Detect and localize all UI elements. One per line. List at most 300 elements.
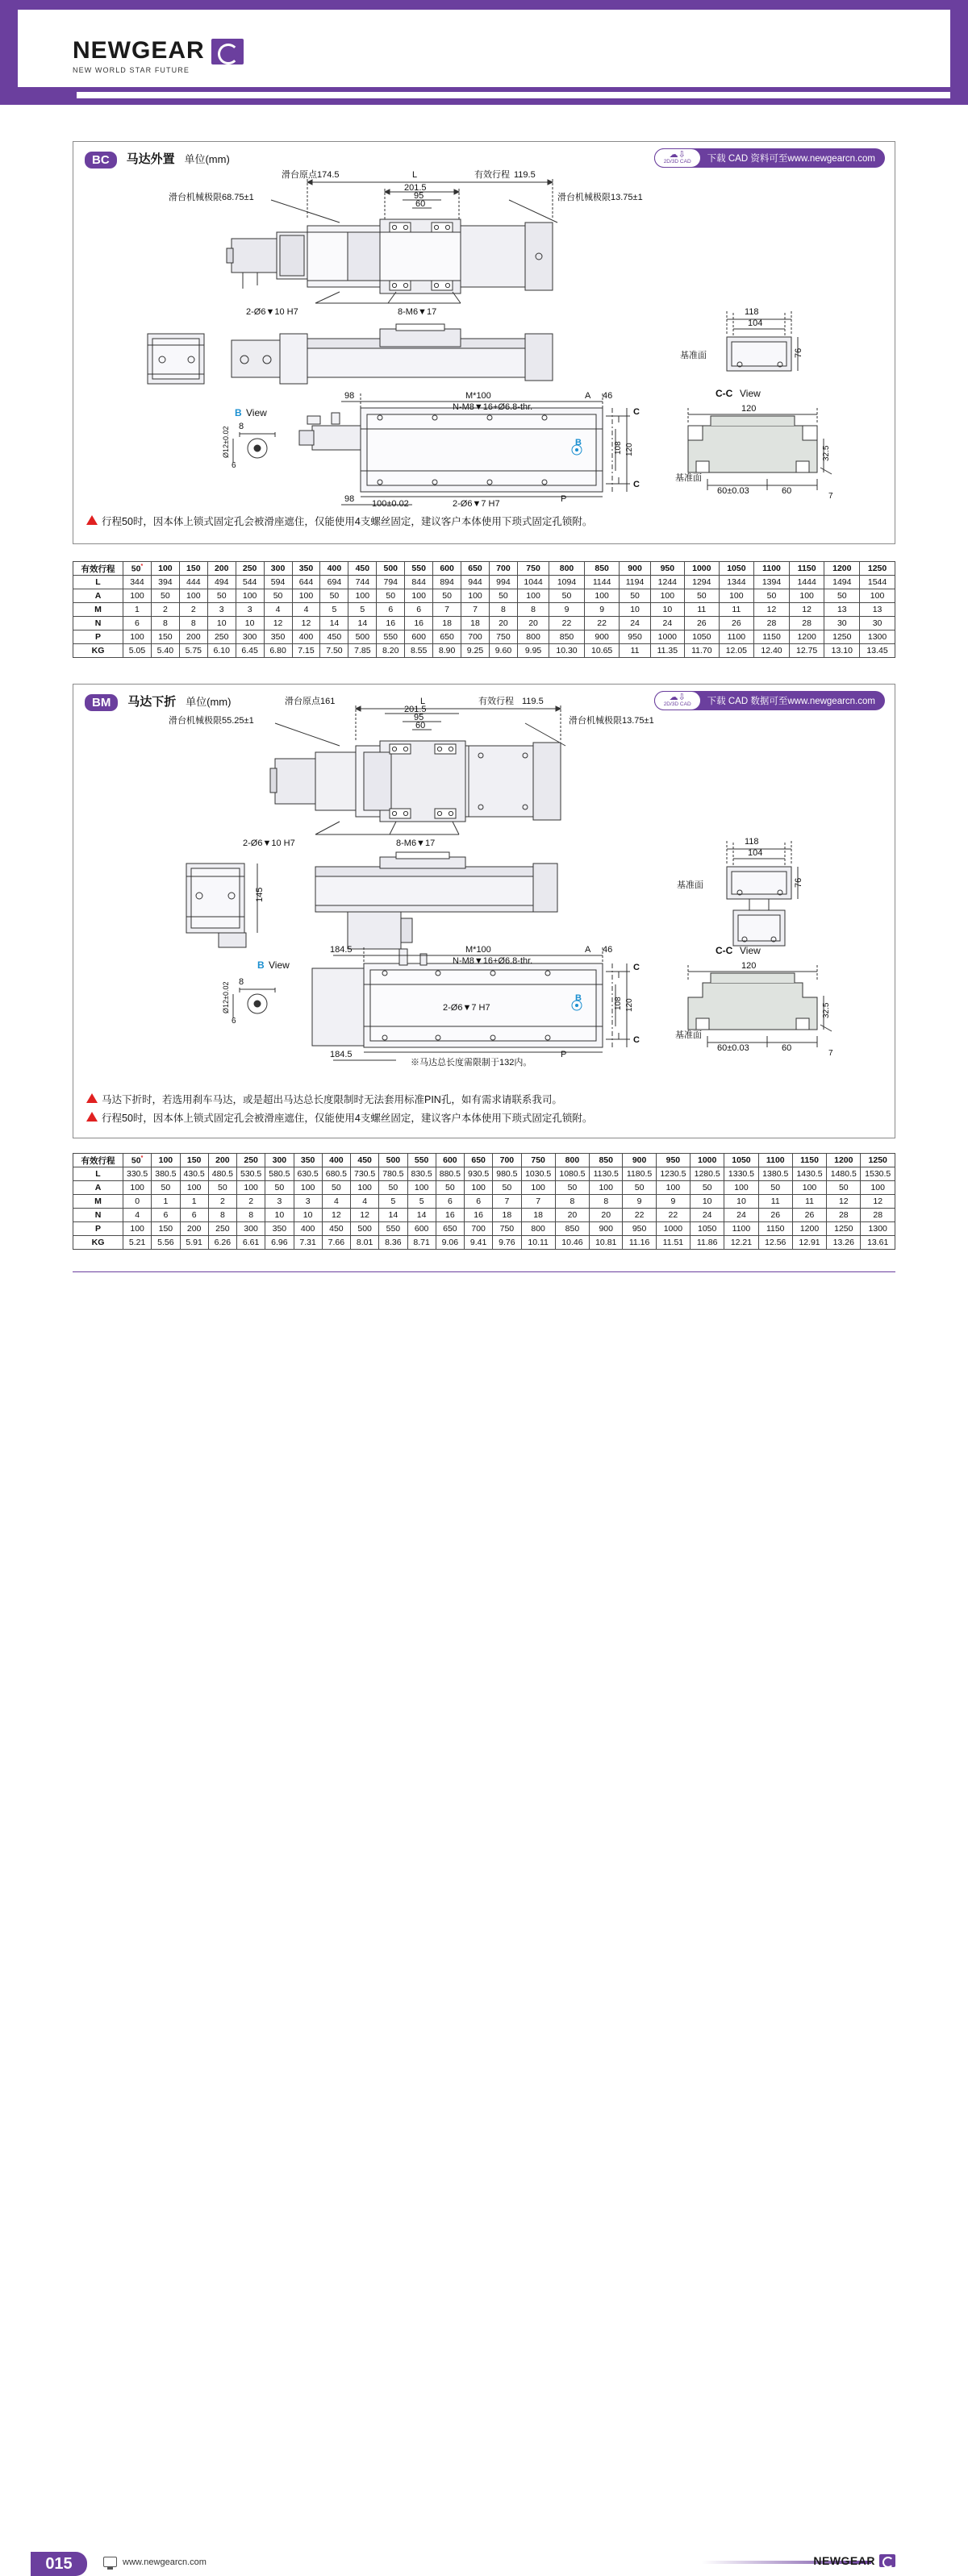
- table-cell: 11: [758, 1195, 792, 1209]
- table-row: [73, 617, 895, 630]
- dim-95-bm: 95: [414, 713, 424, 722]
- table-header-cell: 450: [351, 1154, 379, 1167]
- table-header-cell: 500: [379, 1154, 407, 1167]
- table-cell: 694: [320, 576, 348, 589]
- table-cell: 11: [685, 603, 719, 617]
- table-row-label: P: [73, 630, 123, 644]
- footer-brand-name: NEWGEAR: [813, 2554, 875, 2567]
- table-cell: 7.66: [322, 1236, 350, 1250]
- table-cell: 850: [549, 630, 585, 644]
- table-cell: 9: [549, 603, 585, 617]
- dim-118-bm: 118: [745, 837, 759, 847]
- table-header-cell: 400: [320, 562, 348, 576]
- page-footer: [0, 1274, 968, 2573]
- table-cell: 980.5: [493, 1167, 521, 1181]
- table-cell: 1130.5: [590, 1167, 623, 1181]
- table-cell: 9: [584, 603, 620, 617]
- newgear-c-mark-icon: [879, 2554, 895, 2567]
- table-cell: 1330.5: [724, 1167, 758, 1181]
- table-cell: 13.61: [861, 1236, 895, 1250]
- table-cell: 12: [789, 603, 824, 617]
- table-header-cell: 1200: [824, 562, 860, 576]
- table-cell: 100: [237, 1181, 265, 1195]
- table-cell: 8.90: [433, 644, 461, 658]
- table-row-label: A: [73, 1181, 123, 1195]
- table-cell: 100: [351, 1181, 379, 1195]
- table-cell: 1050: [685, 630, 719, 644]
- table-cell: 100: [789, 589, 824, 603]
- table-cell: 5.40: [151, 644, 179, 658]
- table-cell: 100: [292, 589, 320, 603]
- table-cell: 844: [405, 576, 433, 589]
- table-cell: 13.45: [860, 644, 895, 658]
- dim-8-bc: 8: [239, 422, 244, 431]
- table-cell: 544: [236, 576, 264, 589]
- table-cell: 14: [379, 1209, 407, 1222]
- dim-P-bc: P: [561, 494, 567, 504]
- table-cell: 5: [379, 1195, 407, 1209]
- cloud-download-icon: ☁⇩ 2D/3D CAD: [654, 148, 701, 168]
- table-header-cell: 1000: [685, 562, 719, 576]
- table-cell: 1044: [517, 576, 549, 589]
- table-cell: 550: [379, 1222, 407, 1236]
- table-header-cell: 500: [377, 562, 405, 576]
- table-cell: 100: [724, 1181, 758, 1195]
- table-cell: 8.01: [351, 1236, 379, 1250]
- table-cell: 5: [320, 603, 348, 617]
- header-accent-bar: [77, 92, 950, 98]
- table-cell: 2: [208, 1195, 236, 1209]
- table-row-label: KG: [73, 644, 123, 658]
- table-cell: 950: [620, 630, 650, 644]
- table-header-cell: 1150: [792, 1154, 826, 1167]
- section-bc-title: 马达外置: [126, 152, 175, 166]
- table-cell: 10: [724, 1195, 758, 1209]
- section-bc: [73, 141, 895, 544]
- table-header-cell: 1100: [758, 1154, 792, 1167]
- table-cell: 200: [179, 630, 207, 644]
- cad-download-bm-label: 下载 CAD 数据可至www.newgearcn.com: [707, 697, 875, 706]
- footer-website[interactable]: [103, 2557, 207, 2567]
- table-header-cell: 600: [436, 1154, 464, 1167]
- table-cell: 800: [521, 1222, 555, 1236]
- table-cell: 350: [264, 630, 292, 644]
- table-cell: 50: [754, 589, 790, 603]
- table-cell: 22: [549, 617, 585, 630]
- table-row: [73, 1195, 895, 1209]
- table-header-cell: 100: [151, 562, 179, 576]
- table-cell: 2: [237, 1195, 265, 1209]
- table-row-label: M: [73, 1195, 123, 1209]
- table-cell: 18: [433, 617, 461, 630]
- table-header-cell: 900: [623, 1154, 656, 1167]
- table-cell: 700: [461, 630, 490, 644]
- dim-limit-left-bc: 滑台机械极限68.75±1: [169, 193, 254, 202]
- dim-L-bm: L: [420, 697, 426, 706]
- table-cell: 1494: [824, 576, 860, 589]
- table-header-cell: 700: [489, 562, 517, 576]
- table-cell: 14: [320, 617, 348, 630]
- table-cell: 1444: [789, 576, 824, 589]
- table-cell: 6.10: [207, 644, 236, 658]
- table-cell: 6.96: [265, 1236, 294, 1250]
- table-cell: 6.80: [264, 644, 292, 658]
- table-cell: 10: [294, 1209, 322, 1222]
- table-cell: 50: [152, 1181, 180, 1195]
- note-bc-1: 行程50时，因本体上锁式固定孔会被滑座遮住，仅能使用4支螺丝固定，建议客户本体使用下琐式固定孔锁附。: [86, 514, 592, 528]
- spec-table-bc: [73, 561, 895, 658]
- page-header: [0, 0, 968, 105]
- table-cell: 950: [623, 1222, 656, 1236]
- table-row: [73, 1181, 895, 1195]
- table-cell: 6: [465, 1195, 493, 1209]
- table-cell: 100: [123, 1181, 152, 1195]
- table-cell: 12: [861, 1195, 895, 1209]
- table-cell: 100: [521, 1181, 555, 1195]
- table-cell: 350: [265, 1222, 294, 1236]
- table-cell: 400: [292, 630, 320, 644]
- table-cell: 50: [379, 1181, 407, 1195]
- section-bm: [73, 684, 895, 1138]
- dim-108-bc: 108: [614, 441, 623, 455]
- table-cell: 14: [407, 1209, 436, 1222]
- table-cell: 100: [860, 589, 895, 603]
- dim-7-bm: 7: [828, 1049, 833, 1058]
- table-cell: 16: [405, 617, 433, 630]
- table-cell: 50: [620, 589, 650, 603]
- table-cell: 250: [208, 1222, 236, 1236]
- dim-P-bm: P: [561, 1050, 567, 1059]
- brand-name: NEWGEAR: [73, 37, 205, 64]
- table-cell: 10: [620, 603, 650, 617]
- table-cell: 430.5: [180, 1167, 208, 1181]
- table-cell: 100: [719, 589, 754, 603]
- table-cell: 1: [152, 1195, 180, 1209]
- table-cell: 8: [489, 603, 517, 617]
- table-cell: 50: [265, 1181, 294, 1195]
- table-cell: 10.65: [584, 644, 620, 658]
- table-row: [73, 1236, 895, 1250]
- table-header-cell: 950: [650, 562, 684, 576]
- dim-145-bm: 145: [255, 887, 265, 902]
- table-cell: 50: [264, 589, 292, 603]
- table-cell: 3: [236, 603, 264, 617]
- table-cell: 8.71: [407, 1236, 436, 1250]
- table-cell: 900: [590, 1222, 623, 1236]
- table-cell: 900: [584, 630, 620, 644]
- dim-origin-bc: 滑台原点174.5: [282, 170, 340, 180]
- table-cell: 780.5: [379, 1167, 407, 1181]
- table-cell: 100: [517, 589, 549, 603]
- table-cell: 24: [724, 1209, 758, 1222]
- table-cell: 1250: [827, 1222, 861, 1236]
- table-cell: 1294: [685, 576, 719, 589]
- table-header-label: 有效行程: [73, 562, 123, 576]
- label-bview-text-bm: View: [269, 959, 290, 971]
- table-header-cell: 50*: [123, 1154, 152, 1167]
- table-header-cell: 800: [549, 562, 585, 576]
- table-cell: 12: [264, 617, 292, 630]
- dim-60-bm: 60: [415, 721, 426, 730]
- table-cell: 6: [123, 617, 152, 630]
- table-cell: 100: [461, 589, 490, 603]
- table-cell: 10.46: [555, 1236, 589, 1250]
- dim-325-bm: 32.5: [822, 1002, 831, 1018]
- table-cell: 12: [351, 1209, 379, 1222]
- label-ccview-text-bm: View: [740, 945, 761, 956]
- table-cell: 1544: [860, 576, 895, 589]
- section-bc-unit: 单位(mm): [184, 153, 230, 165]
- table-header-cell: 350: [294, 1154, 322, 1167]
- dim-95-bc: 95: [414, 191, 424, 201]
- table-cell: 600: [407, 1222, 436, 1236]
- table-cell: 12.91: [792, 1236, 826, 1250]
- table-header-cell: 200: [208, 1154, 236, 1167]
- table-header-cell: 900: [620, 562, 650, 576]
- table-cell: 1: [123, 603, 152, 617]
- table-cell: 26: [758, 1209, 792, 1222]
- table-cell: 13.26: [827, 1236, 861, 1250]
- dim-120-cc-bc: 120: [741, 404, 757, 414]
- table-cell: 12.56: [758, 1236, 792, 1250]
- label-ccview-bm: C-C: [716, 945, 733, 956]
- table-cell: 50: [320, 589, 348, 603]
- table-cell: 22: [623, 1209, 656, 1222]
- dim-104-bc: 104: [748, 318, 763, 328]
- table-cell: 9.41: [465, 1236, 493, 1250]
- table-cell: 50: [549, 589, 585, 603]
- table-header-label: 有效行程: [73, 1154, 123, 1167]
- table-cell: 8: [179, 617, 207, 630]
- table-cell: 100: [650, 589, 684, 603]
- table-cell: 100: [861, 1181, 895, 1195]
- dim-76-bc: 76: [794, 347, 803, 358]
- table-row: [73, 1154, 895, 1167]
- table-cell: 1280.5: [691, 1167, 724, 1181]
- table-cell: 20: [489, 617, 517, 630]
- table-cell: 100: [656, 1181, 690, 1195]
- table-row-label: M: [73, 603, 123, 617]
- table-cell: 4: [292, 603, 320, 617]
- table-header-cell: 800: [555, 1154, 589, 1167]
- table-cell: 944: [461, 576, 490, 589]
- table-cell: 1100: [724, 1222, 758, 1236]
- table-header-cell: 250: [236, 562, 264, 576]
- table-row-label: KG: [73, 1236, 123, 1250]
- table-row-label: L: [73, 1167, 123, 1181]
- table-cell: 12: [827, 1195, 861, 1209]
- table-cell: 7.31: [294, 1236, 322, 1250]
- table-cell: 100: [123, 630, 152, 644]
- table-cell: 400: [294, 1222, 322, 1236]
- datum-bc-1: 基准面: [680, 351, 707, 360]
- table-header-cell: 550: [407, 1154, 436, 1167]
- table-cell: 16: [436, 1209, 464, 1222]
- dim-2015-bm: 201.5: [404, 705, 427, 714]
- table-cell: 6: [180, 1209, 208, 1222]
- table-cell: 494: [207, 576, 236, 589]
- dim-98-top-bc: 98: [344, 391, 355, 401]
- table-cell: 50: [436, 1181, 464, 1195]
- table-cell: 28: [861, 1209, 895, 1222]
- table-cell: 50: [151, 589, 179, 603]
- table-header-cell: 650: [465, 1154, 493, 1167]
- label-bview-text-bc: View: [246, 407, 267, 418]
- table-row: [73, 589, 895, 603]
- table-cell: 1100: [719, 630, 754, 644]
- table-header-cell: 250: [237, 1154, 265, 1167]
- dim-hole1-bm: 2-Ø6▼10 H7: [243, 839, 295, 848]
- table-header-cell: 850: [584, 562, 620, 576]
- table-cell: 1080.5: [555, 1167, 589, 1181]
- table-cell: 730.5: [351, 1167, 379, 1181]
- table-cell: 6.45: [236, 644, 264, 658]
- brand-tagline: NEW WORLD STAR FUTURE: [73, 66, 190, 74]
- table-cell: 50: [555, 1181, 589, 1195]
- table-cell: 28: [827, 1209, 861, 1222]
- dim-60-bc: 60: [415, 199, 426, 209]
- drawing-bc: [73, 142, 896, 543]
- table-cell: 5: [348, 603, 377, 617]
- dim-2015-bc: 201.5: [404, 183, 427, 193]
- table-cell: 580.5: [265, 1167, 294, 1181]
- dim-1195-bm: 119.5: [522, 697, 544, 706]
- table-cell: 1200: [789, 630, 824, 644]
- table-header-cell: 750: [521, 1154, 555, 1167]
- table-cell: 6.26: [208, 1236, 236, 1250]
- table-cell: 8.36: [379, 1236, 407, 1250]
- table-row: [73, 603, 895, 617]
- table-cell: 22: [584, 617, 620, 630]
- dim-hole2-bm: 8-M6▼17: [396, 839, 436, 848]
- table-cell: 830.5: [407, 1167, 436, 1181]
- table-cell: 880.5: [436, 1167, 464, 1181]
- table-cell: 1530.5: [861, 1167, 895, 1181]
- newgear-c-mark-icon: [211, 39, 244, 65]
- table-header-cell: 200: [207, 562, 236, 576]
- table-cell: 5: [407, 1195, 436, 1209]
- table-cell: 344: [123, 576, 152, 589]
- table-cell: 7.50: [320, 644, 348, 658]
- label-ccview-text-bc: View: [740, 388, 761, 399]
- table-header-cell: 350: [292, 562, 320, 576]
- table-row-label: N: [73, 1209, 123, 1222]
- table-cell: 1200: [792, 1222, 826, 1236]
- table-cell: 20: [555, 1209, 589, 1222]
- mark-B-bm: B: [575, 993, 582, 1003]
- table-cell: 13: [860, 603, 895, 617]
- table-cell: 7: [521, 1195, 555, 1209]
- table-cell: 100: [405, 589, 433, 603]
- dim-120-cc-bm: 120: [741, 961, 757, 971]
- table-cell: 200: [180, 1222, 208, 1236]
- table-cell: 30: [860, 617, 895, 630]
- dim-1845-top-bm: 184.5: [330, 945, 353, 955]
- table-cell: 10: [207, 617, 236, 630]
- label-bview-bc: B: [235, 407, 242, 418]
- table-cell: 650: [433, 630, 461, 644]
- table-cell: 4: [264, 603, 292, 617]
- table-cell: 744: [348, 576, 377, 589]
- table-cell: 1344: [719, 576, 754, 589]
- cloud-download-icon: ☁⇩ 2D/3D CAD: [654, 691, 701, 710]
- table-cell: 12: [292, 617, 320, 630]
- table-cell: 8: [590, 1195, 623, 1209]
- table-cell: 1030.5: [521, 1167, 555, 1181]
- page-number: 015: [31, 2552, 87, 2576]
- table-header-cell: 1000: [691, 1154, 724, 1167]
- table-cell: 1194: [620, 576, 650, 589]
- dim-98-bot-bc: 98: [344, 494, 355, 504]
- table-header-cell: 850: [590, 1154, 623, 1167]
- table-cell: 28: [754, 617, 790, 630]
- table-cell: 100: [465, 1181, 493, 1195]
- dim-60-cc-bc: 60: [782, 486, 792, 496]
- table-cell: 450: [322, 1222, 350, 1236]
- table-row-label: A: [73, 589, 123, 603]
- table-cell: 380.5: [152, 1167, 180, 1181]
- table-cell: 4: [351, 1195, 379, 1209]
- table-cell: 7: [493, 1195, 521, 1209]
- table-row: [73, 1222, 895, 1236]
- dim-6-bc: 6: [232, 461, 236, 470]
- dim-46-bc: 46: [603, 391, 613, 401]
- table-cell: 5.91: [180, 1236, 208, 1250]
- table-cell: 1480.5: [827, 1167, 861, 1181]
- table-cell: 4: [123, 1209, 152, 1222]
- table-cell: 10: [265, 1209, 294, 1222]
- table-header-cell: 1250: [861, 1154, 895, 1167]
- table-cell: 930.5: [465, 1167, 493, 1181]
- table-cell: 7: [461, 603, 490, 617]
- table-cell: 1050: [691, 1222, 724, 1236]
- dim-1195-bc: 119.5: [514, 170, 536, 180]
- table-cell: 500: [348, 630, 377, 644]
- table-cell: 50: [377, 589, 405, 603]
- cad-download-bc-label: 下载 CAD 资料可至www.newgearcn.com: [707, 154, 875, 164]
- table-cell: 18: [461, 617, 490, 630]
- table-cell: 9.95: [517, 644, 549, 658]
- table-cell: 330.5: [123, 1167, 152, 1181]
- table-cell: 8: [555, 1195, 589, 1209]
- table-cell: 11: [792, 1195, 826, 1209]
- table-cell: 16: [465, 1209, 493, 1222]
- table-cell: 7.85: [348, 644, 377, 658]
- table-cell: 1150: [758, 1222, 792, 1236]
- table-cell: 9.25: [461, 644, 490, 658]
- table-header-cell: 1050: [719, 562, 754, 576]
- table-cell: 13.10: [824, 644, 860, 658]
- table-header-cell: 150: [180, 1154, 208, 1167]
- table-header-cell: 550: [405, 562, 433, 576]
- table-cell: 12: [754, 603, 790, 617]
- table-cell: 2: [151, 603, 179, 617]
- table-cell: 50: [827, 1181, 861, 1195]
- table-cell: 50: [493, 1181, 521, 1195]
- dim-hole3-bm: 2-Ø6▼7 H7: [443, 1003, 490, 1013]
- table-cell: 1250: [824, 630, 860, 644]
- table-cell: 500: [351, 1222, 379, 1236]
- table-cell: 50: [433, 589, 461, 603]
- table-cell: 50: [207, 589, 236, 603]
- table-cell: 680.5: [322, 1167, 350, 1181]
- table-cell: 5.56: [152, 1236, 180, 1250]
- dim-60-cc-bm: 60: [782, 1043, 792, 1053]
- table-cell: 2: [179, 603, 207, 617]
- mark-C-top-bm: C: [633, 963, 640, 972]
- table-row-label: P: [73, 1222, 123, 1236]
- table-cell: 1430.5: [792, 1167, 826, 1181]
